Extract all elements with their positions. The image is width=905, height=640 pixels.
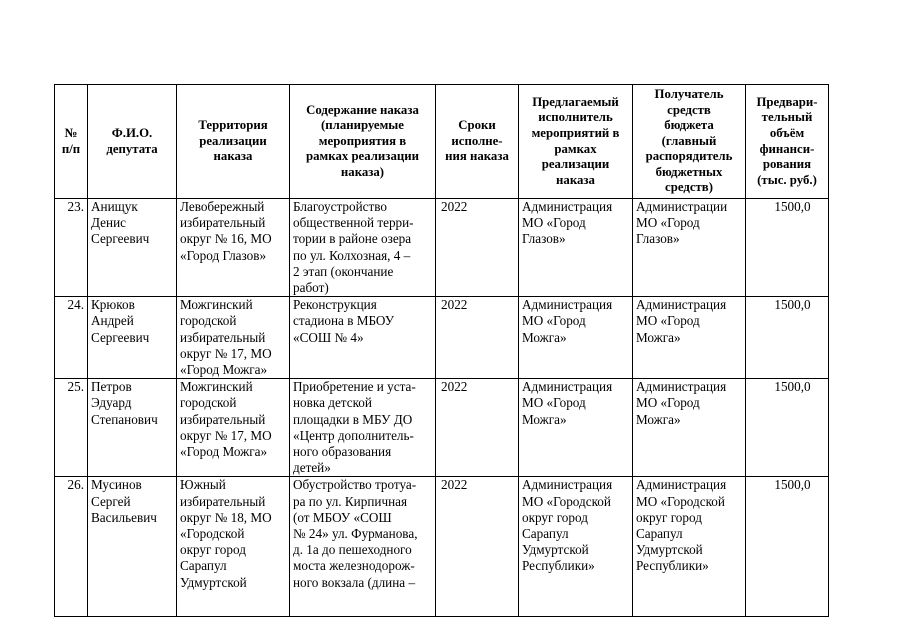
header-executor: Предлагаемый исполнитель мероприятий в рамках реализации наказа	[519, 85, 633, 199]
header-deputy: Ф.И.О. депутата	[88, 85, 177, 199]
row-deadline: 2022	[436, 477, 519, 617]
row-deputy: Мусинов Сергей Васильевич	[88, 477, 177, 617]
header-content: Содержание наказа (планируемые мероприятия в рамках реализации наказа)	[290, 85, 436, 199]
row-recipient: Администрация МО «Город Можга»	[633, 297, 746, 379]
row-amount: 1500,0	[746, 379, 829, 477]
row-territory: Можгинский городской избирательный округ № 17, МО «Город Можга»	[177, 297, 290, 379]
table-row	[55, 379, 829, 477]
row-deputy: Анищук Денис Сергеевич	[88, 199, 177, 297]
row-number: 24.	[55, 297, 88, 379]
table-header-row	[55, 85, 829, 199]
row-territory: Южный избирательный округ № 18, МО «Городской округ город Сарапул Удмуртской	[177, 477, 290, 617]
row-amount: 1500,0	[746, 477, 829, 617]
deputy-orders-table	[54, 84, 829, 617]
row-deputy: Крюков Андрей Сергеевич	[88, 297, 177, 379]
row-recipient: Администрация МО «Город Можга»	[633, 379, 746, 477]
row-amount: 1500,0	[746, 297, 829, 379]
row-content: Благоустройство общественной терри- тории в районе озера по ул. Колхозная, 4 – 2 этап (окончание работ)	[290, 199, 436, 297]
header-amount: Предвари- тельный объём финанси- рования (тыс. руб.)	[746, 85, 829, 199]
row-recipient: Администрация МО «Городской округ город Сарапул Удмуртской Республики»	[633, 477, 746, 617]
header-number: № п/п	[55, 85, 88, 199]
header-recipient: Получатель средств бюджета (главный распорядитель бюджетных средств)	[633, 85, 746, 199]
row-territory: Можгинский городской избирательный округ № 17, МО «Город Можга»	[177, 379, 290, 477]
row-executor: Администрация МО «Город Можга»	[519, 297, 633, 379]
row-territory: Левобережный избирательный округ № 16, МО «Город Глазов»	[177, 199, 290, 297]
table-row	[55, 297, 829, 379]
table-row	[55, 477, 829, 617]
row-deadline: 2022	[436, 199, 519, 297]
row-deadline: 2022	[436, 379, 519, 477]
table-row	[55, 199, 829, 297]
row-number: 23.	[55, 199, 88, 297]
header-territory: Территория реализации наказа	[177, 85, 290, 199]
row-content: Реконструкция стадиона в МБОУ «СОШ № 4»	[290, 297, 436, 379]
row-amount: 1500,0	[746, 199, 829, 297]
row-number: 26.	[55, 477, 88, 617]
row-content: Приобретение и уста- новка детской площадки в МБУ ДО «Центр дополнитель- ного образования детей»	[290, 379, 436, 477]
row-deputy: Петров Эдуард Степанович	[88, 379, 177, 477]
row-content: Обустройство тротуа- ра по ул. Кирпичная (от МБОУ «СОШ № 24» ул. Фурманова, д. 1а до пешеходного моста железнодорож- ного вокзала (длина –	[290, 477, 436, 617]
row-deadline: 2022	[436, 297, 519, 379]
header-deadline: Сроки исполне- ния наказа	[436, 85, 519, 199]
row-executor: Администрация МО «Город Глазов»	[519, 199, 633, 297]
row-executor: Администрация МО «Город Можга»	[519, 379, 633, 477]
row-number: 25.	[55, 379, 88, 477]
row-executor: Администрация МО «Городской округ город Сарапул Удмуртской Республики»	[519, 477, 633, 617]
row-recipient: Администрации МО «Город Глазов»	[633, 199, 746, 297]
